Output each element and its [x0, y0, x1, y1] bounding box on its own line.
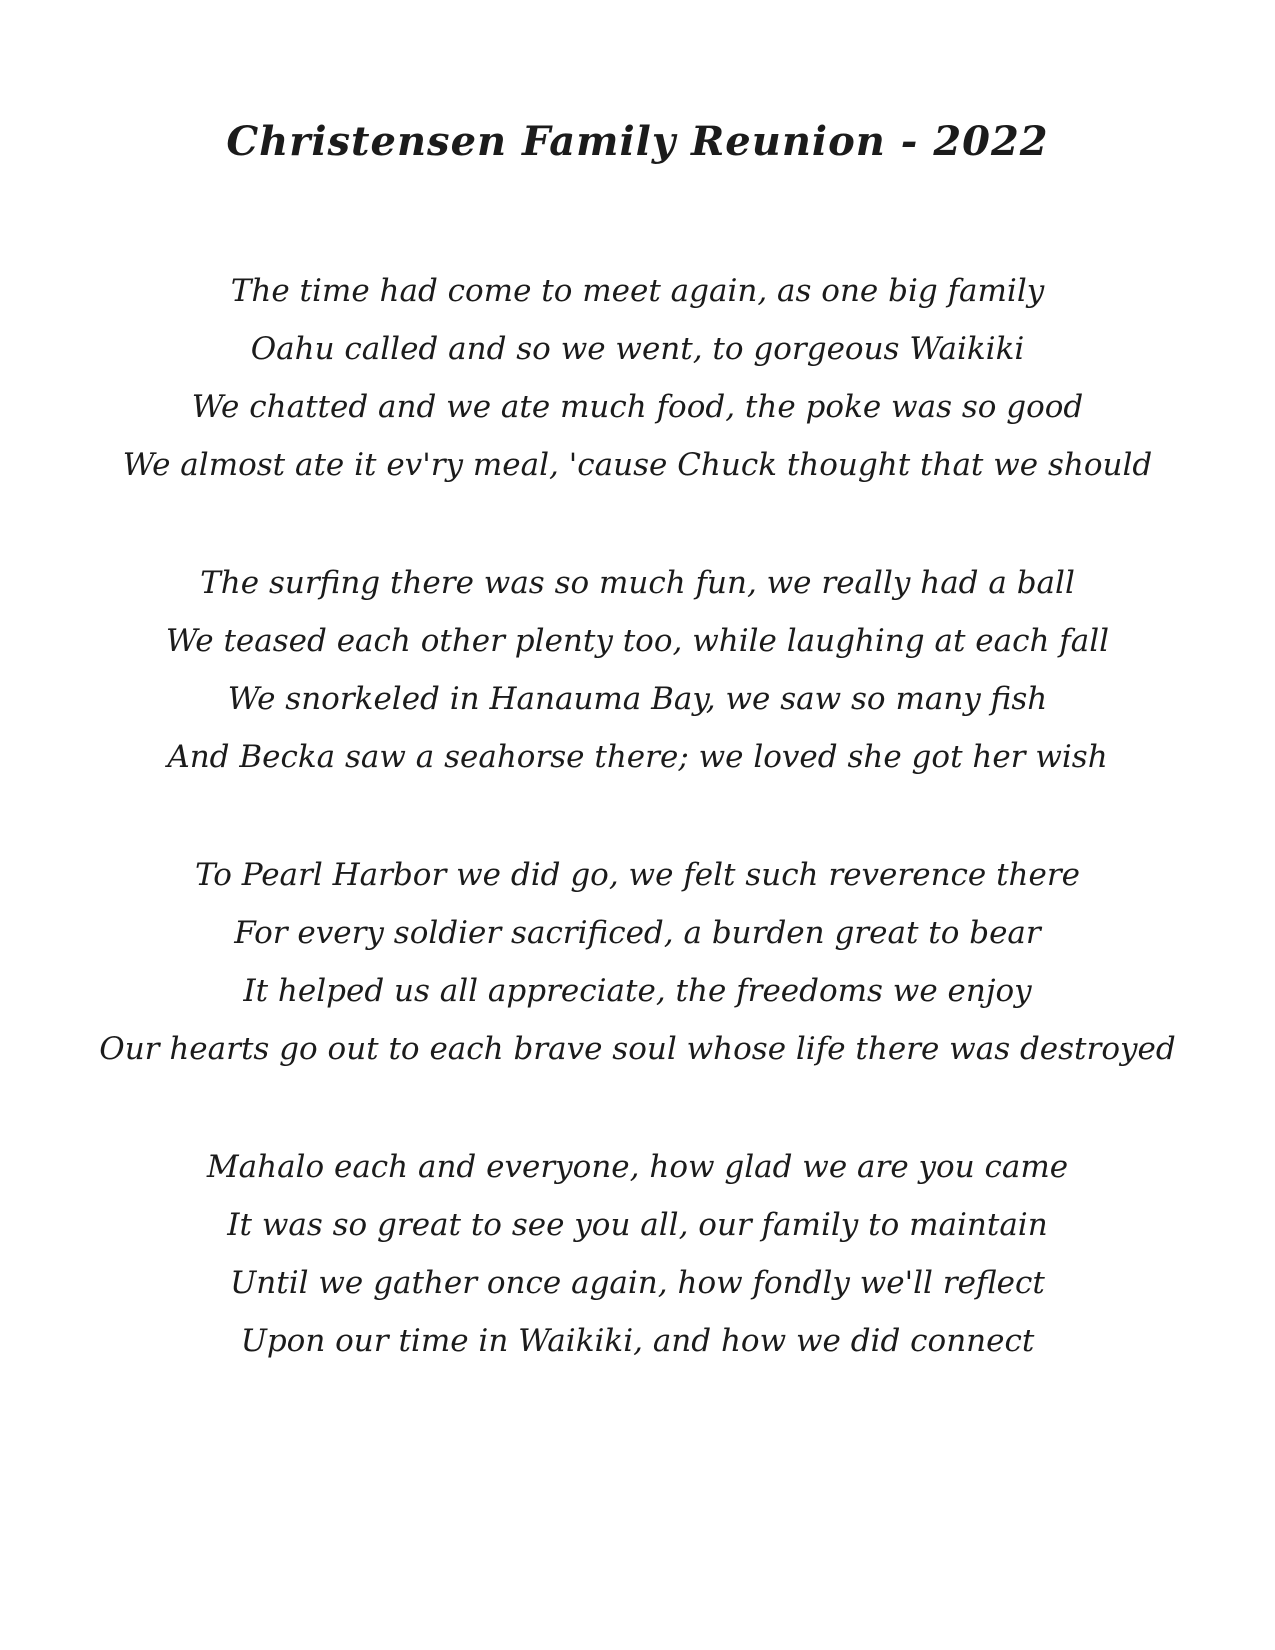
poem-line: We teased each other plenty too, while laughing at each fall	[165, 623, 1110, 659]
page-title: Christensen Family Reunion - 2022	[226, 118, 1049, 165]
stanza-2	[40, 554, 1235, 786]
poem-line: Upon our time in Waikiki, and how we did connect	[240, 1323, 1035, 1359]
poem-line: The time had come to meet again, as one big family	[230, 273, 1045, 309]
stanza-3	[40, 846, 1235, 1078]
poem-line: For every soldier sacrificed, a burden great to bear	[234, 915, 1041, 951]
stanza-1	[40, 262, 1235, 494]
poem-line: We almost ate it ev'ry meal, 'cause Chuck thought that we should	[122, 447, 1153, 483]
poem-line: Our hearts go out to each brave soul whose life there was destroyed	[99, 1031, 1176, 1067]
poem-line: To Pearl Harbor we did go, we felt such reverence there	[194, 857, 1081, 893]
poem-line: We chatted and we ate much food, the poke was so good	[191, 389, 1084, 425]
stanza-4	[40, 1138, 1235, 1370]
poem-line: Oahu called and so we went, to gorgeous Waikiki	[250, 331, 1025, 367]
poem-line: Until we gather once again, how fondly we'll reflect	[230, 1265, 1045, 1301]
poem-line: It was so great to see you all, our family to maintain	[227, 1207, 1048, 1243]
poem-line: And Becka saw a seahorse there; we loved she got her wish	[167, 739, 1108, 775]
poem-line: The surfing there was so much fun, we really had a ball	[200, 565, 1075, 601]
poem-line: We snorkeled in Hanauma Bay, we saw so many fish	[227, 681, 1048, 717]
poem-line: It helped us all appreciate, the freedoms we enjoy	[243, 973, 1032, 1009]
poem-line: Mahalo each and everyone, how glad we are you came	[206, 1149, 1069, 1185]
